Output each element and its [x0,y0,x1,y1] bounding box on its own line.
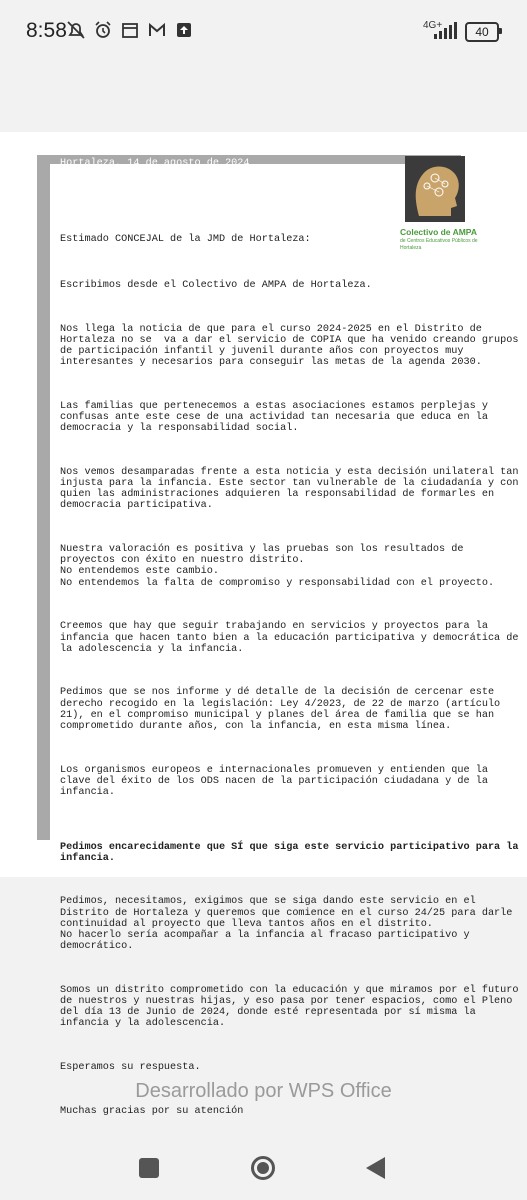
gmail-icon [147,20,167,40]
paragraph: Los organismos europeos e internacionales promueven y entienden que la clave del éxito de los ODS nacen de la participación ciudadana y de la infancia. [60,764,488,798]
home-button[interactable] [251,1156,275,1180]
paragraph: Muchas gracias por su atención [60,1105,244,1117]
paragraph: Pedimos, necesitamos, exigimos que se siga dando este servicio en el Distrito de Hortaleza y queremos que comience en el curso 24/25 para darle continuidad al proyecto que lleva tantos años en el distrito. No hacerlo sería acompañar a la infancia al fracaso participativo y democrático. [60,896,513,953]
status-time: 8:58 [26,19,67,42]
paragraph: Esperamos su respuesta. [60,1062,201,1073]
paragraph: Nos llega la noticia de que para el curso 2024-2025 en el Distrito de Hortaleza no se va a dar el servicio de COPIA que ha venido creando de participación infantil y juvenil durante años con proyectos muy interesantes y necesarios para conseguir las metas de la agenda 2030. [60,323,482,369]
paragraph: Nos vemos desamparadas frente a esta noticia y esta decisión unilateral injusta para la infancia. Este sector tan vulnerable de la ciudadanía y quien las administraciones adquieren la responsabilidad de formarles en democracia participativa. [60,466,495,512]
document-date: Hortaleza, 14 de agosto de 2024 [60,158,250,169]
paragraph: Somos un distrito comprometido con la educación y que miramos por el futuro de nuestros y nuestras hijas, y eso pasa por tener espacios, como el Pleno del día 13 de Junio de 2024, donde esté representada por sí misma la infancia y la adolescencia. [60,984,519,1030]
back-button[interactable] [366,1157,385,1179]
paragraph: Estimado CONCEJAL de la JMD de Hortaleza: [60,234,311,246]
paragraph: Escribimos desde el Colectivo de AMPA de Hortaleza. [60,280,372,292]
battery-icon: 40 [465,22,499,42]
paragraph: Nuestra valoración es positiva y las pruebas son los resultados de proyectos con éxito en nuestro distrito. No entendemos este cambio. No entendemos la falta de compromiso y responsabilidad con el proyecto. [60,544,495,589]
notification-icons [66,20,194,40]
paragraph: Creemos que hay que seguir trabajando en servicios y proyectos para la infancia que hacen tanto bien a la educación participativa y democrática la adolescencia y la infancia. [60,621,501,655]
upload-icon [174,20,194,40]
paragraph: Las familias que pertenecemos a estas asociaciones estamos perplejas y confusas ante este cese de una actividad tan necesaria que educa en la democracia y la responsabilidad social. [60,400,488,435]
status-bar [0,0,527,52]
letter-body [60,212,519,1172]
paragraph-bold: Pedimos encarecidamente que SÍ que siga este servicio participativo para infancia. [60,841,501,864]
logo-title: Colectivo de AMPA [400,227,477,237]
battery-tip [499,28,502,34]
paragraph: Pedimos que se nos informe y dé detalle de la decisión de cercenar este derecho recogido en la legislación: Ley 4/2023, de 22 de marzo (artículo 21), en el compromiso municipal y planes del área de familia que se han comprometido durante años, con la infancia, en esta misma línea. [60,687,501,732]
recents-button[interactable] [139,1158,159,1178]
signal-icon [434,22,458,39]
network-label: 4G+ [423,20,443,31]
footer-text: Desarrollado por WPS Office [135,1080,392,1102]
logo-subtitle: de Centros Educativos Públicos de Hortaleza [400,238,478,251]
alarm-icon [93,20,113,40]
calendar-icon [120,20,140,40]
mute-icon [66,20,86,40]
